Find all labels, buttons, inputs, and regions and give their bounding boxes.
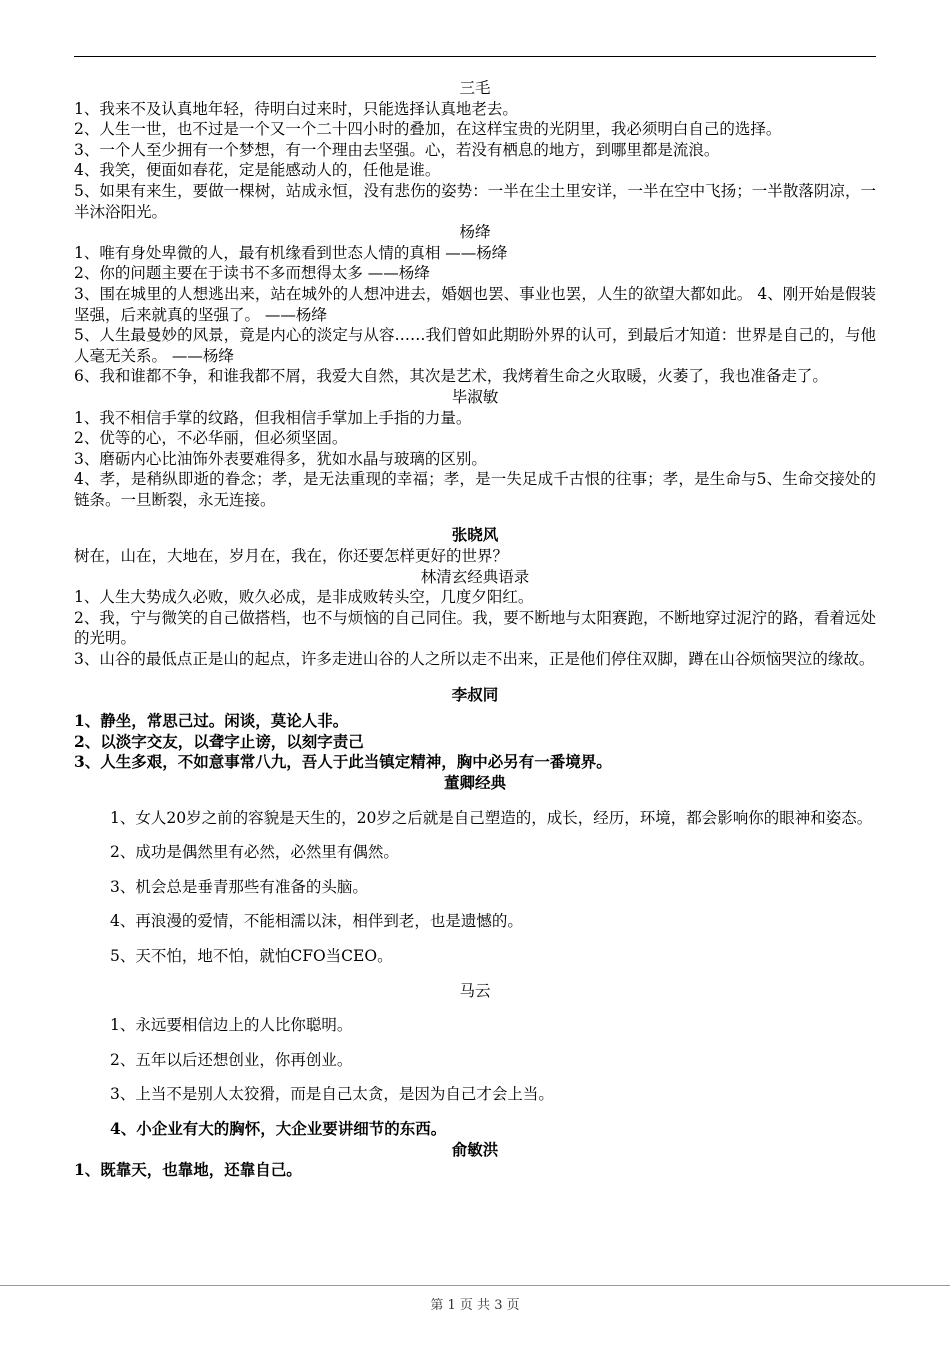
quote-item: 1、我不相信手掌的纹路，但我相信手掌加上手指的力量。 <box>74 408 472 427</box>
section-title-yangjiang: 杨绛 <box>459 223 491 242</box>
document-body <box>74 78 876 1181</box>
section-title-mayun: 马云 <box>459 981 491 1000</box>
quote-item: 1、永远要相信边上的人比你聪明。 <box>110 1016 353 1035</box>
quote-item: 1、女人20岁之前的容貌是天生的，20岁之后就是自己塑造的，成长，经历，环境，都会影响你的眼神和姿态。 <box>110 808 873 827</box>
quote-item: 2、人生一世，也不过是一个又一个二十四小时的叠加，在这样宝贵的光阴里，我必须明白自己的选择。 <box>74 120 782 139</box>
quote-item: 1、我来不及认真地年轻，待明白过来时，只能选择认真地老去。 <box>74 99 518 118</box>
quote-item: 3、一个人至少拥有一个梦想，有一个理由去坚强。心，若没有栖息的地方，到哪里都是流浪。 <box>74 140 720 159</box>
quote-item: 3、磨砺内心比油饰外表要难得多，犹如水晶与玻璃的区别。 <box>74 449 487 468</box>
section-title-yuminhong: 俞敏洪 <box>451 1139 499 1159</box>
quote-item: 4、再浪漫的爱情，不能相濡以沫，相伴到老，也是遗憾的。 <box>110 912 523 931</box>
quote-item: 1、人生大势成久必败，败久必成，是非成败转头空，几度夕阳红。 <box>74 588 534 607</box>
section-title-lishutong: 李叔同 <box>451 684 499 704</box>
quote-item: 2、成功是偶然里有必然，必然里有偶然。 <box>110 843 399 862</box>
quote-item: 5、如果有来生，要做一棵树，站成永恒，没有悲伤的姿势：一半在尘土里安详，一半在空中飞扬；一半散落阴凉，一半沐浴阳光。 <box>74 181 876 221</box>
quote-item: 2、优等的心，不必华丽，但必须坚固。 <box>74 429 348 448</box>
footer-rule <box>0 1285 950 1286</box>
quote-item: 5、天不怕，地不怕，就怕CFO当CEO。 <box>110 946 393 965</box>
quote-item: 树在，山在，大地在，岁月在，我在，你还要怎样更好的世界？ <box>74 547 509 566</box>
quote-item: 3、机会总是垂青那些有准备的头脑。 <box>110 877 368 896</box>
quote-item: 4、孝，是稍纵即逝的眷念；孝，是无法重现的幸福；孝，是一失足成千古恨的往事；孝，是生命与5、生命交接处的链条。一旦断裂，永无连接。 <box>74 470 876 509</box>
quote-item: 5、人生最曼妙的风景，竟是内心的淡定与从容……我们曾如此期盼外界的认可，到最后才知道：世界是自己的，与他人毫无关系。 ——杨绛 <box>74 326 876 365</box>
section-title-linqingxuan: 林清玄经典语录 <box>420 567 530 586</box>
quote-item: 2、以淡字交友，以聋字止谤，以刻字责己 <box>74 731 364 751</box>
quote-item: 1、既靠天，也靠地，还靠自己。 <box>74 1160 302 1180</box>
section-title-sanmao: 三毛 <box>459 79 491 97</box>
section-title-zhangxiaofeng: 张晓风 <box>451 525 499 545</box>
quote-item: 3、上当不是别人太狡猾，而是自己太贪，是因为自己才会上当。 <box>110 1085 554 1104</box>
page-number: 第 1 页 共 3 页 <box>430 1298 520 1313</box>
header-rule <box>74 56 876 57</box>
quote-item: 6、我和谁都不争，和谁我都不屑，我爱大自然，其次是艺术，我烤着生命之火取暖，火萎了，我也准备走了。 <box>74 367 828 386</box>
quote-item: 2、你的问题主要在于读书不多而想得太多 ——杨绛 <box>74 264 430 283</box>
quote-item: 3、山谷的最低点正是山的起点，许多走进山谷的人之所以走不出来，正是他们停住双脚，蹲在山谷烦恼哭泣的缘故。 <box>74 650 875 669</box>
quote-item: 4、我笑，便面如春花，定是能感动人的，任他是谁。 <box>74 161 441 180</box>
quote-item: 1、静坐，常思己过。闲谈，莫论人非。 <box>74 711 349 731</box>
quote-item: 3、围在城里的人想逃出来，站在城外的人想冲进去，婚姻也罢、事业也罢，人生的欲望大都如此。 4、刚开始是假装坚强，后来就真的坚强了。 ——杨绛 <box>74 284 876 324</box>
quote-item: 3、人生多艰，不如意事常八九，吾人于此当镇定精神，胸中必另有一番境界。 <box>74 752 612 772</box>
quote-item: 4、小企业有大的胸怀，大企业要讲细节的东西。 <box>110 1118 447 1138</box>
section-title-bishumin: 毕淑敏 <box>451 387 499 406</box>
quote-item: 1、唯有身处卑微的人，最有机缘看到世态人情的真相 ——杨绛 <box>74 243 508 262</box>
quote-item: 2、我，宁与微笑的自己做搭档，也不与烦恼的自己同住。我，要不断地与太阳赛跑，不断地穿过泥泞的路，看着远处的光明。 <box>74 608 876 648</box>
quote-item: 2、五年以后还想创业，你再创业。 <box>110 1050 353 1069</box>
section-title-dongqing: 董卿经典 <box>443 773 506 792</box>
